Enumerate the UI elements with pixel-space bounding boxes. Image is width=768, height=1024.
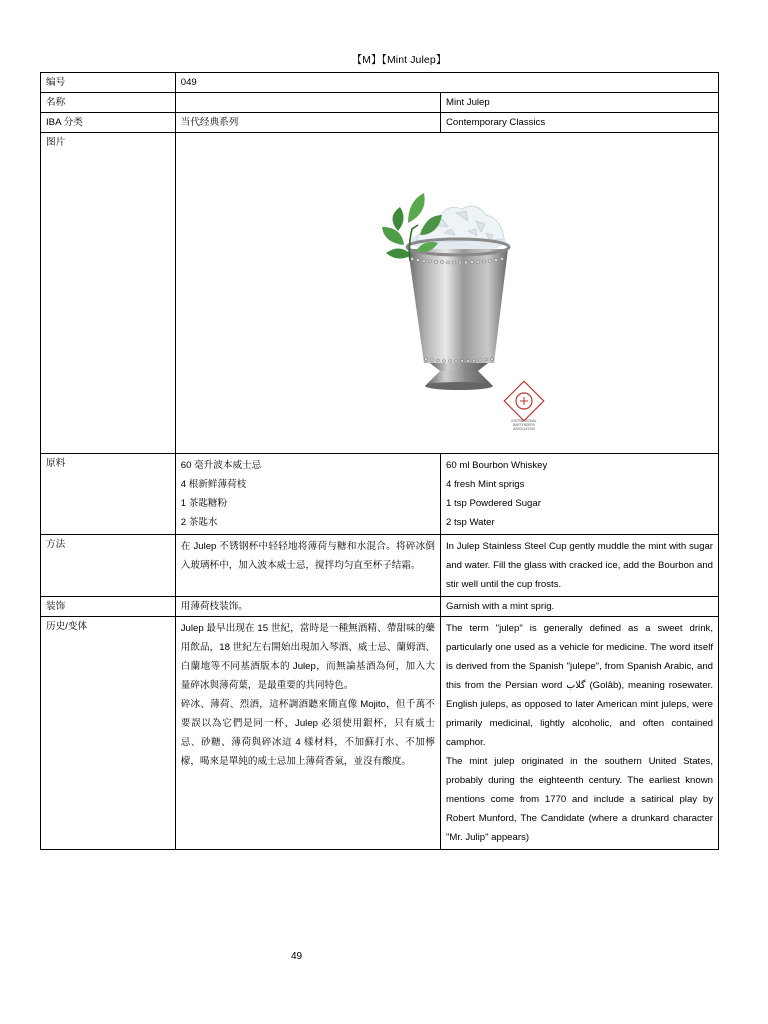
- value-name-zh: [175, 93, 440, 113]
- cup-foot-edge: [425, 382, 493, 390]
- ingredient-zh-1: 60 毫升波本威士忌: [180, 460, 262, 471]
- row-number: [41, 73, 719, 93]
- svg-text:INTERNATIONAL: INTERNATIONAL: [511, 419, 537, 423]
- value-iba-en: Contemporary Classics: [440, 113, 718, 133]
- label-number: 编号: [41, 73, 176, 93]
- value-name-en: Mint Julep: [440, 93, 718, 113]
- row-method: [41, 535, 719, 597]
- method-en: In Julep Stainless Steel Cup gently muddle the mint with sugar and water. Fill the glass with cracked ice, add the Bourbon and stir well until the cup frosts.: [440, 535, 718, 597]
- svg-text:ASSOCIATION: ASSOCIATION: [512, 427, 535, 431]
- row-name: [41, 93, 719, 113]
- value-number: 049: [175, 73, 718, 93]
- cup-stem: [430, 363, 488, 371]
- ingredient-zh-3: 1 茶匙糖粉: [180, 498, 228, 509]
- julep-cup-body: [408, 249, 508, 363]
- garnish-en: Garnish with a mint sprig.: [440, 597, 718, 617]
- label-iba: IBA 分类: [41, 113, 176, 133]
- row-iba: [41, 113, 719, 133]
- recipe-table: [40, 72, 719, 850]
- ingredient-zh-2: 4 根新鲜薄荷枝: [180, 479, 247, 490]
- ingredient-en-2: 4 fresh Mint sprigs: [445, 479, 525, 490]
- row-ingredients: [41, 454, 719, 535]
- row-image: [41, 133, 719, 454]
- ingredient-en-3: 1 tsp Powdered Sugar: [445, 498, 541, 509]
- ingredients-zh: [175, 454, 440, 535]
- svg-text:BARTENDERS: BARTENDERS: [512, 423, 535, 427]
- mint-julep-photo: [346, 135, 552, 451]
- history-zh-p2: 碎冰、薄荷、烈酒，這杯調酒聽來簡直像 Mojito，但千萬不要誤以為它們是同一杯，Julep 必須使用銀杯，只有威士忌、砂糖、薄荷與碎冰這 4 樣材料，不加蘇打水、不加檸檬，喝來是單純的威士忌加上薄荷香氣，並沒有酸度。: [180, 699, 435, 767]
- image-cell: [175, 133, 718, 454]
- history-en-p1: The term "julep" is generally defined as a sweet drink, particularly one used as a vehicle for medicine. The word itself is derived from the Spanish "julepe", from Spanish Arabic, and this from the Persian word گلاب (Golâb), meaning rosewater. English juleps, as opposed to later American mint juleps, were primarily medicinal, lightly alcoholic, and often contained camphor.: [445, 623, 714, 748]
- iba-logo: [504, 381, 544, 431]
- label-ingredients: 原料: [41, 454, 176, 535]
- page-title: 【M】【Mint Julep】: [351, 54, 447, 66]
- value-iba-zh: 当代经典系列: [175, 113, 440, 133]
- history-zh: [175, 617, 440, 850]
- row-garnish: [41, 597, 719, 617]
- history-zh-p1: Julep 最早出现在 15 世紀，當時是一種無酒精、帶甜味的藥用飲品，18 世紀左右開始出現加入琴酒、威士忌、蘭姆酒、白蘭地等不同基酒版本的 Julep，而無論基酒為何，加入大量碎冰與薄荷葉，是最重要的共同特色。: [180, 623, 435, 691]
- page-number: 49: [290, 951, 303, 962]
- label-image: 图片: [41, 133, 176, 454]
- label-history: 历史/变体: [41, 617, 176, 850]
- row-history: [41, 617, 719, 850]
- history-en-p2: The mint julep originated in the southern United States, probably during the eighteenth century. The earliest known mentions come from 1770 and include a satirical play by Robert Munford, The Candidate (where a drunkard character "Mr. Julip" appears): [445, 756, 713, 843]
- garnish-zh: 用薄荷枝装饰。: [175, 597, 440, 617]
- ingredient-en-4: 2 tsp Water: [445, 517, 495, 528]
- history-en: [440, 617, 718, 850]
- ingredients-en: [440, 454, 718, 535]
- ingredient-zh-4: 2 茶匙水: [180, 517, 218, 528]
- label-garnish: 装饰: [41, 597, 176, 617]
- ingredient-en-1: 60 ml Bourbon Whiskey: [445, 460, 548, 471]
- label-method: 方法: [41, 535, 176, 597]
- label-name: 名称: [41, 93, 176, 113]
- method-zh: 在 Julep 不锈钢杯中轻轻地将薄荷与糖和水混合。将碎冰倒入玻璃杯中，加入波本威士忌，搅拌均匀直至杯子结霜。: [175, 535, 440, 597]
